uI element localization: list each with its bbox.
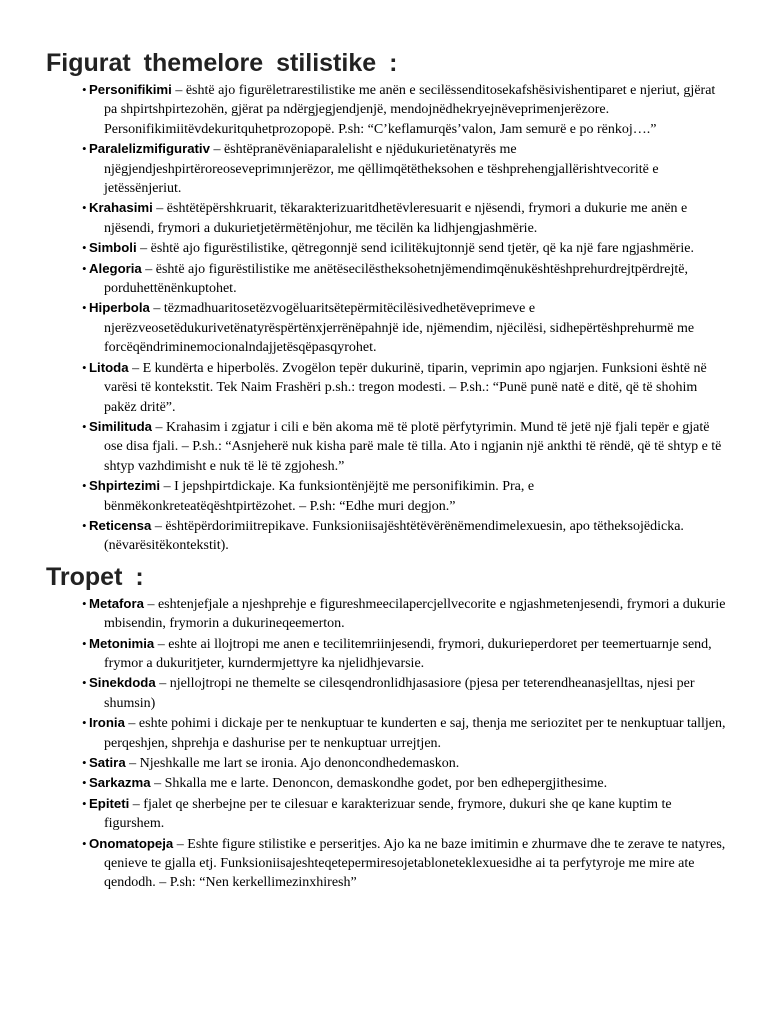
term-label: Krahasimi (89, 200, 153, 216)
term-definition: – është ajo figurëstilistike me anëtësecilëstheksohetnjëmendimqënukështëshprehurdrejtpërdrejtë, porduhettënënkuptohet. (104, 261, 688, 297)
list-item (82, 516, 728, 556)
term-label: Ironia (89, 715, 125, 731)
term-label: Paralelizmifigurativ (89, 141, 210, 157)
term-label: Alegoria (89, 260, 142, 276)
list-item (82, 298, 728, 357)
list-item (82, 80, 728, 139)
list-item (82, 594, 728, 634)
tropet-list (46, 594, 728, 893)
section-title-tropet: Tropet : (46, 562, 144, 591)
list-item (82, 834, 728, 893)
term-definition: – eshtenjefjale a njeshprehje e figureshmeecilapercjellvecorite e ngjashmetenjesendi, frymori a dukurie mbisendin, frymorin a dukurineqeemerton. (104, 596, 726, 632)
term-label: Simboli (89, 240, 137, 256)
term-definition: – Krahasim i zgjatur i cili e bën akoma më të plotë përfytyrimin. Mund të jetë një fjali tepër e gjatë ose disa fjali. – P.sh.: “Asnjeherë nuk kisha parë male të tilla. Ato i ngjanin një ankthi të rëndë, që të shtyp e të shtyp vazhdimisht e nuk të lë të zgjohesh.” (104, 419, 722, 474)
term-definition: – E kundërta e hiperbolës. Zvogëlon tepër dukurinë, tiparin, veprimin apo ngjarjen. Funksioni është në varësi të kontekstit. Tek Naim Frashëri p.sh.: tregon modesti. – P.sh.: “Punë punë natë e ditë, që të shohim pakëz dritë”. (104, 360, 707, 415)
term-label: Shpirtezimi (89, 478, 161, 494)
term-label: Sinekdoda (89, 675, 156, 691)
list-item (82, 238, 728, 258)
term-label: Metafora (89, 595, 144, 611)
list-item (82, 198, 728, 238)
list-item (82, 259, 728, 299)
figurat-list (46, 80, 728, 556)
list-item (82, 476, 728, 516)
term-definition: – fjalet qe sherbejne per te cilesuar e karakterizuar sende, frymore, dukuri she qe kane kuptim te figurshem. (104, 796, 672, 832)
term-definition: – tëzmadhuaritosetëzvogëluaritsëtepërmitëcilësivedhetëveprimeve e njerëzveosetëdukurivetënatyrëspërtënxjerrënëpahnjë ide, njëmendim, njëcilësi, sidhepërtëshprehurmë me forcëqëndriminemocionalndajjetësqëpasqyrohet. (104, 301, 695, 356)
term-label: Hiperbola (89, 300, 150, 316)
term-definition: – Shkalla me e larte. Denoncon, demaskondhe godet, por ben edhepergjithesime. (150, 776, 608, 792)
term-definition: – Njeshkalle me lart se ironia. Ajo denoncondhedemaskon. (125, 756, 460, 771)
term-label: Sarkazma (89, 775, 151, 791)
term-label: Satira (89, 755, 126, 770)
term-label: Personifikimi (89, 82, 172, 97)
term-definition: – është ajo figurëletrarestilistike me anën e secilëssenditosekafshësivishentiparet e njeriut, gjërat pa shpirtshpirtezohën, gjërat pa ndërgjegjendjenjë, mendojnëdhekryejnëveprimenjerëzore. Personifikimiitëvdekuritquhetprozopopë. P.sh: “C’keflamurqës’valon, Jam semurë e po rënkoj….” (104, 83, 716, 137)
term-definition: – I jepshpirtdickaje. Ka funksiontënjëjtë me personifikimin. Pra, e bënmëkonkreteatëqështpirtëzohet. – P.sh: “Edhe muri degjon.” (104, 479, 535, 514)
list-item (82, 673, 728, 713)
list-item (82, 139, 728, 198)
list-item (82, 417, 728, 476)
list-item (82, 634, 728, 674)
term-definition: – eshte ai llojtropi me anen e tecilitemriinjesendi, frymori, dukurieperdoret per teemertuarnje send, frymor a dukuritjeter, kurndermjettyre ka njelidhjevarsie. (104, 636, 712, 671)
term-definition: – njellojtropi ne themelte se cilesqendronlidhjasasiore (pjesa per teterendheanasjelltas, njesi per shumsin) (104, 676, 695, 711)
term-definition: – eshte pohimi i dickaje per te nenkuptuar te kunderten e saj, thenja me seriozitet per te nenkuptuar talljen, perqeshjen, shprehja e dashurise per te nenkuptuar urrejtjen. (104, 716, 726, 751)
term-definition: – ështëpërdorimiitrepikave. Funksioniisajështëtëvërënëmendimelexuesin, apo tëtheksojëdicka. (nëvarësitëkontekstit). (104, 518, 684, 554)
term-label: Reticensa (89, 517, 152, 533)
term-definition: – Eshte figure stilistike e perseritjes. Ajo ka ne baze imitimin e zhurmave dhe te zerave te natyres, qenieve te gjalla etj. Funksioniisajeshteqetepermiresojetabloneteklexuesidhe ai ta perfytyroje me mire ate qendodh. – P.sh: “Nen kerkellimezinxhiresh” (104, 836, 726, 891)
term-definition: – është ajo figurëstilistike, qëtregonnjë send icilitëkujtonnjë send tjetër, që ka një fare ngjashmërie. (136, 241, 694, 257)
list-item (82, 753, 728, 773)
term-label: Litoda (89, 359, 129, 375)
list-item (82, 794, 728, 834)
term-label: Onomatopeja (89, 835, 174, 851)
list-item (82, 713, 728, 753)
section-title-figurat-themelore: Figurat themelore stilistike : (46, 49, 398, 77)
term-definition: – ështëtëpërshkruarit, tëkarakterizuaritdhetëvleresuarit e njësendi, frymori a dukurie me anën e njësendi, frymori a dukurietjetërmëtënjohur, me tëcilën ka lidhjengjashmërie. (104, 201, 688, 236)
term-label: Metonimia (89, 635, 155, 651)
term-definition: – ështëpranëvëniaparalelisht e njëdukurietënatyrës me njëgjendjeshpirtëroreoseveprimınjerëzor, me qëllimqëtëtheksohen e tëshprehengjallërishtvecoritë e jetëssënjeriut. (104, 142, 659, 197)
term-label: Epiteti (89, 795, 130, 811)
list-item (82, 773, 728, 793)
list-item (82, 358, 728, 417)
term-label: Similituda (89, 418, 153, 434)
